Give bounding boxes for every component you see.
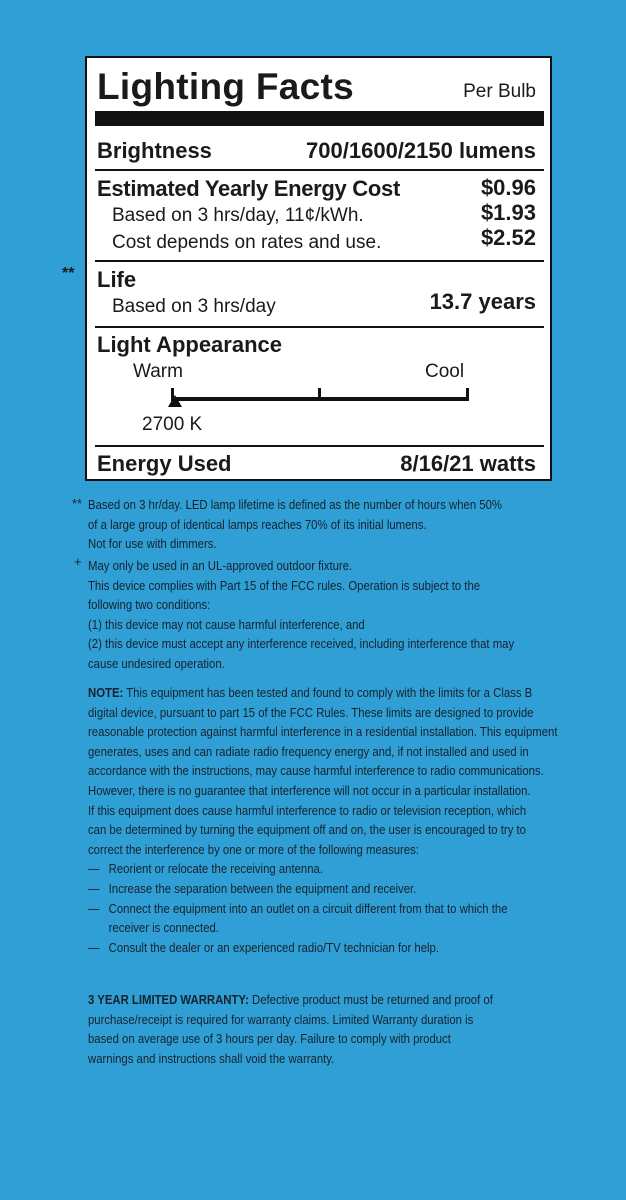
cost-basis: Based on 3 hrs/day, 11¢/kWh. <box>112 205 364 226</box>
title-divider <box>95 111 544 126</box>
appearance-label: Light Appearance <box>97 332 282 357</box>
footnote-line: (1) this device may not cause harmful interference, and <box>88 616 365 632</box>
energy-label: Energy Used <box>97 451 232 476</box>
life-label: Life <box>97 267 137 292</box>
brightness-label: Brightness <box>97 138 212 163</box>
cost-label: Estimated Yearly Energy Cost <box>97 176 400 201</box>
warranty-line: based on average use of 3 hours per day. Failure to comply with product <box>88 1031 451 1047</box>
warranty-text <box>88 990 558 1068</box>
energy-value: 8/16/21 watts <box>400 451 536 476</box>
fcc-note <box>88 683 558 957</box>
brightness-value: 700/1600/2150 lumens <box>306 138 536 163</box>
plus-footnote <box>88 556 558 674</box>
dash-mark: — <box>88 900 100 916</box>
note-text: This equipment has been tested and found to comply with the limits for a Class B <box>123 685 533 700</box>
dash-mark: — <box>88 861 100 877</box>
cool-label: Cool <box>425 361 465 382</box>
footnote-line: (2) this device must accept any interference received, including interference that may <box>88 636 515 652</box>
note-first-line <box>88 683 558 703</box>
measure-line: Connect the equipment into an outlet on a circuit different from that to which the <box>108 900 508 916</box>
warranty-line: purchase/receipt is required for warranty claims. Limited Warranty duration is <box>88 1011 474 1027</box>
stars-footnote-mark: ** <box>72 496 83 511</box>
note-lead: NOTE: <box>88 685 124 700</box>
note-line: accordance with the instructions, may cause harmful interference to radio communications. <box>88 763 544 779</box>
divider <box>95 260 544 262</box>
lighting-facts-label <box>85 56 552 481</box>
cost-note: Cost depends on rates and use. <box>112 232 382 253</box>
measure-text: Reorient or relocate the receiving antenna. <box>108 861 323 877</box>
divider <box>95 445 544 447</box>
note-line: can be determined by turning the equipment off and on, the user is encouraged to try to <box>88 822 526 838</box>
measure-text <box>109 899 508 938</box>
cost-value-1: $0.96 <box>480 175 536 200</box>
warranty-lead: 3 YEAR LIMITED WARRANTY: <box>88 992 249 1007</box>
footnote-line: of a large group of identical lamps reaches 70% of its initial lumens. <box>88 516 427 532</box>
life-footnote-marker: ** <box>62 265 75 282</box>
measure-text: Consult the dealer or an experienced radio/TV technician for help. <box>108 939 440 955</box>
footnote-line: following two conditions: <box>88 597 211 613</box>
note-line: generates, uses and can radiate radio frequency energy and, if not installed and used in <box>88 743 529 759</box>
footnote-line: cause undesired operation. <box>88 655 225 671</box>
note-line: If this equipment does cause harmful interference to radio or television reception, which <box>88 802 527 818</box>
note-line: digital device, pursuant to part 15 of the FCC Rules. These limits are designed to provide <box>88 704 534 720</box>
divider <box>95 326 544 328</box>
measure-item <box>88 859 558 879</box>
color-temp-value: 2700 K <box>142 414 203 435</box>
footnote-line: This device complies with Part 15 of the FCC rules. Operation is subject to the <box>88 577 481 593</box>
color-temp-marker-icon <box>168 395 182 407</box>
warranty-line: warnings and instructions shall void the warranty. <box>88 1050 335 1066</box>
footnote-line: Not for use with dimmers. <box>88 536 217 552</box>
dash-mark: — <box>88 880 100 896</box>
divider <box>95 169 544 171</box>
measure-item <box>88 938 558 958</box>
footnote-line: May only be used in an UL-approved outdoor fixture. <box>88 558 353 573</box>
per-bulb-text: Per Bulb <box>463 81 536 102</box>
life-value: 13.7 years <box>429 289 536 314</box>
footnote-line: Based on 3 hr/day. LED lamp lifetime is defined as the number of hours when 50% <box>88 497 502 512</box>
scale-tick-end <box>466 388 469 401</box>
warranty-text-start: Defective product must be returned and proof of <box>248 992 493 1007</box>
cost-value-2: $1.93 <box>480 200 536 225</box>
measure-item <box>88 879 558 899</box>
cost-value-3: $2.52 <box>480 225 536 250</box>
scale-tick-middle <box>318 388 321 401</box>
stars-footnote <box>88 495 558 554</box>
note-line: correct the interference by one or more of the following measures: <box>88 841 419 857</box>
plus-footnote-mark: + <box>74 554 82 569</box>
note-line: reasonable protection against harmful interference in a residential installation. This equipment <box>88 724 558 740</box>
warranty-first-line <box>88 990 558 1010</box>
measure-text: Increase the separation between the equipment and receiver. <box>108 880 417 896</box>
note-line: However, there is no guarantee that interference will not occur in a particular installation. <box>88 782 531 798</box>
warm-label: Warm <box>133 361 183 382</box>
measure-item <box>88 899 558 938</box>
label-title: Lighting Facts <box>97 66 355 107</box>
measure-line: receiver is connected. <box>108 920 219 936</box>
life-basis: Based on 3 hrs/day <box>112 296 276 317</box>
dash-mark: — <box>88 939 100 955</box>
